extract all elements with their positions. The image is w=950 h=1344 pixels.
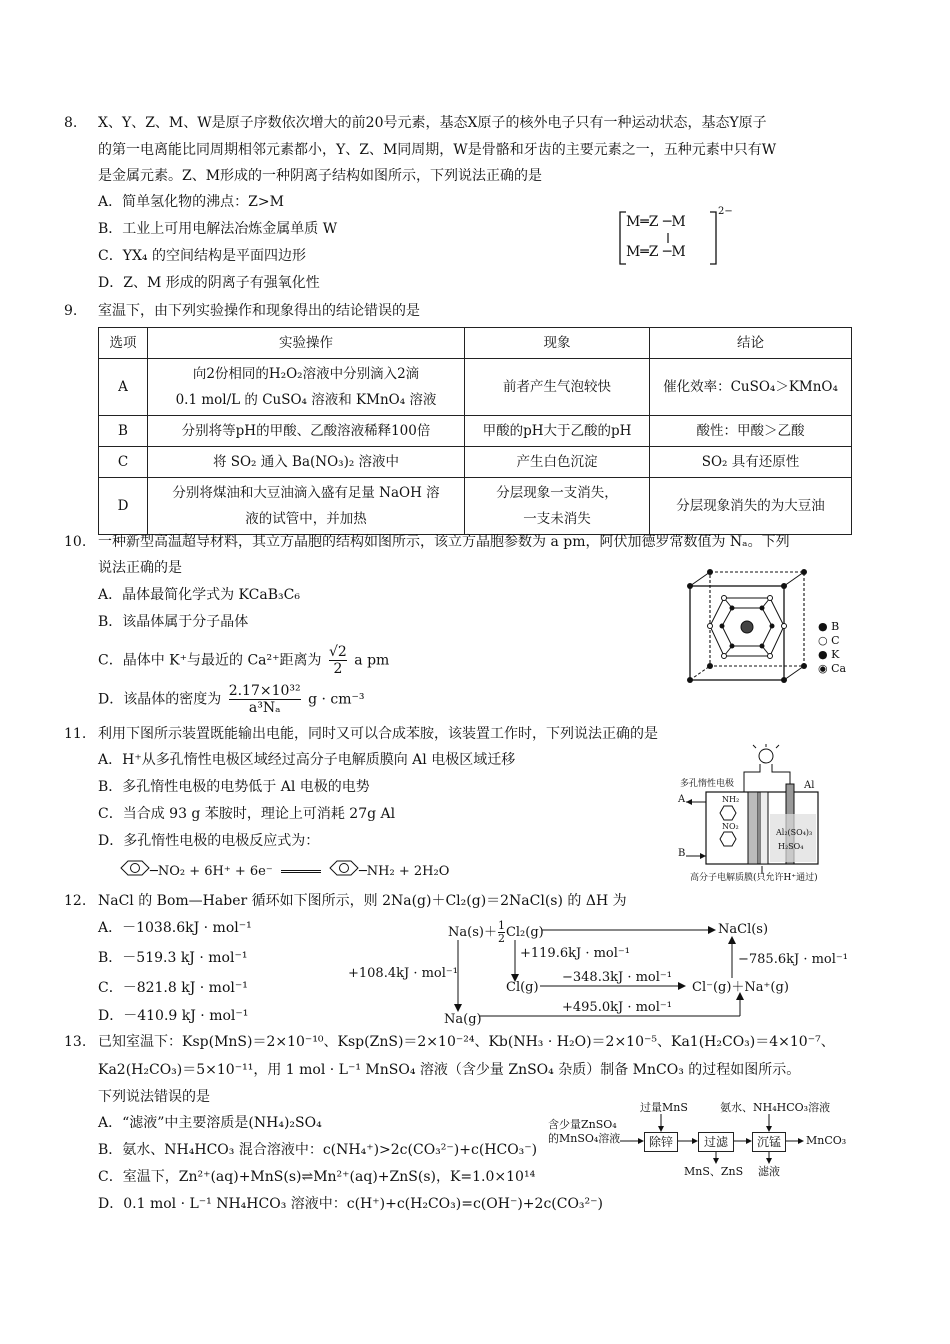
cell-phenomenon: 甲酸的pH大于乙酸的pH — [465, 416, 650, 447]
flow-step-filtration: 过滤 — [698, 1132, 734, 1152]
q13-option-d: D．0.1 mol · L⁻¹ NH₄HCO₃ 溶液中：c(H⁺)+c(H₂CO₃)=c(OH⁻)+2c(CO₃²⁻) — [98, 1196, 604, 1212]
q8-stem-line1: 8. X、Y、Z、M、W是原子序数依次增大的前20号元素，基态X原子的核外电子只有一种运动状态，基态Y原子 — [64, 115, 767, 131]
fig-membrane-caption: 高分子电解质膜(只允许H⁺通过) — [690, 873, 818, 883]
q8-option-a: A．简单氢化物的沸点：Z>M — [98, 194, 284, 210]
cycle-cl-g: Cl(g) — [506, 980, 539, 995]
cell-phenomenon: 产生白色沉淀 — [465, 447, 650, 478]
cycle-ions-g: Cl⁻(g)＋Na⁺(g) — [692, 980, 789, 995]
col-header-conclusion: 结论 — [650, 328, 852, 359]
q8-anion-structure — [618, 206, 738, 268]
q8-stem-line2: 的第一电离能比同周期相邻元素都小，Y、Z、M同周期，W是骨骼和牙齿的主要元素之一，五种元素中只有W — [98, 142, 777, 158]
electrolysis-cell-drawing — [666, 744, 850, 886]
q10-crystal-cell-figure — [684, 568, 864, 690]
benzene-icon — [329, 858, 359, 885]
table-header-row — [99, 328, 852, 359]
flow-filtrate: 滤液 — [758, 1165, 780, 1178]
q12-option-c: C．－821.8 kJ · mol⁻¹ — [98, 980, 248, 996]
cell-operation: 向2份相同的H₂O₂溶液中分别滴入2滴 0.1 mol/L 的 CuSO₄ 溶液和 KMnO₄ 溶液 — [148, 359, 465, 416]
fig-no2-label: NO₂ — [722, 822, 739, 831]
cycle-energy-electron-affinity: −348.3kJ · mol⁻¹ — [562, 970, 672, 985]
q8-option-d: D．Z、M 形成的阴离子有强氧化性 — [98, 275, 320, 291]
q10-stem-line2: 说法正确的是 — [98, 560, 182, 576]
cell-option: D — [99, 478, 148, 535]
table-row — [99, 447, 852, 478]
cell-operation: 将 SO₂ 通入 Ba(NO₃)₂ 溶液中 — [148, 447, 465, 478]
flow-output-mnco3: MnCO₃ — [806, 1134, 847, 1147]
cell-conclusion: 催化效率：CuSO₄＞KMnO₄ — [650, 359, 852, 416]
cycle-energy-ionization: +495.0kJ · mol⁻¹ — [562, 1000, 672, 1015]
q13-stem-line1: 13. 已知室温下：Ksp(MnS)＝2×10⁻¹⁰、Ksp(ZnS)＝2×10⁻²⁴、Kb(NH₃ · H₂O)＝2×10⁻⁵、Ka1(H₂CO₃)＝4×10⁻⁷、 — [64, 1034, 835, 1050]
q13-option-a: A．“滤液”中主要溶质是(NH₄)₂SO₄ — [98, 1115, 322, 1131]
q11-electrode-equation: ─NO₂ + 6H⁺ + 6e⁻ ─NH₂ + 2H₂O — [120, 858, 449, 885]
q8-anion-charge: 2− — [718, 206, 733, 217]
benzene-icon — [120, 858, 150, 885]
q10-c-numerator: √2 — [328, 644, 347, 660]
q11-option-b: B．多孔惰性电极的电势低于 Al 电极的电势 — [98, 779, 370, 795]
cycle-energy-lattice: −785.6kJ · mol⁻¹ — [738, 952, 848, 967]
q13-stem-line3: 下列说法错误的是 — [98, 1089, 210, 1105]
crystal-cell-drawing — [684, 568, 814, 690]
q12-number: 12. — [64, 893, 87, 909]
cell-option: C — [99, 447, 148, 478]
flow-add-ammonia: 氨水、NH₄HCO₃溶液 — [720, 1101, 831, 1114]
cycle-energy-atomization-na: +108.4kJ · mol⁻¹ — [348, 966, 458, 981]
cell-option: B — [99, 416, 148, 447]
q8-anion-row2: M═Z ─M — [626, 244, 686, 260]
cell-conclusion: 分层现象消失的为大豆油 — [650, 478, 852, 535]
table-row — [99, 359, 852, 416]
q13-process-flowchart — [544, 1096, 847, 1184]
q12-born-haber-cycle — [340, 914, 850, 1030]
fig-nh2-label: NH₂ — [722, 795, 740, 804]
legend-c: ○ C — [818, 634, 840, 647]
cell-option: A — [99, 359, 148, 416]
cell-phenomenon: 前者产生气泡较快 — [465, 359, 650, 416]
fig-al-label: Al — [804, 780, 815, 791]
q8-option-c: C．YX₄ 的空间结构是平面四边形 — [98, 248, 306, 264]
q12-option-b: B．－519.3 kJ · mol⁻¹ — [98, 950, 248, 966]
cycle-na-g: Na(g) — [444, 1012, 482, 1027]
table-row — [99, 416, 852, 447]
q8-stem-line3: 是金属元素。Z、M形成的一种阴离子结构如图所示，下列说法正确的是 — [98, 168, 543, 184]
col-header-operation: 实验操作 — [148, 328, 465, 359]
legend-ca: ◉ Ca — [818, 662, 847, 675]
q9-number: 9. — [64, 303, 78, 319]
crystal-legend — [818, 620, 846, 676]
q12-option-d: D．－410.9 kJ · mol⁻¹ — [98, 1008, 249, 1024]
col-header-option: 选项 — [99, 328, 148, 359]
flow-add-mns: 过量MnS — [640, 1101, 688, 1114]
q9-experiment-table — [98, 327, 852, 535]
q8-option-b: B．工业上可用电解法冶炼金属单质 W — [98, 221, 338, 237]
flow-step-mn-precipitation: 沉锰 — [752, 1132, 786, 1152]
q10-option-d: D．该晶体的密度为 $\frac{\text{2.17×10³²}}{\text{a³Nₐ}}$ g · cm⁻³ — [98, 683, 365, 716]
flow-step-zinc-removal: 除锌 — [644, 1132, 678, 1152]
q9-stem: 9. 室温下，由下列实验操作和现象得出的结论错误的是 — [64, 303, 420, 319]
flow-residue: MnS、ZnS — [684, 1165, 744, 1178]
fig-al2so43-label: Al₂(SO₄)₃ — [776, 828, 813, 837]
cycle-nacl-s: NaCl(s) — [718, 922, 769, 937]
q10-number: 10. — [64, 534, 87, 550]
q10-option-c: C．晶体中 K⁺与最近的 Ca²⁺距离为 $\frac{√2}{2}$ a pm — [98, 644, 390, 677]
q10-option-a: A．晶体最简化学式为 KCaB₃C₆ — [98, 587, 300, 603]
fig-porous-electrode-label: 多孔惰性电极 — [680, 779, 735, 789]
cell-operation: 分别将煤油和大豆油滴入盛有足量 NaOH 溶 液的试管中，并加热 — [148, 478, 465, 535]
q13-stem-line2: Ka2(H₂CO₃)＝5×10⁻¹¹，用 1 mol · L⁻¹ MnSO₄ 溶液（含少量 ZnSO₄ 杂质）制备 MnCO₃ 的过程如图所示。 — [98, 1062, 801, 1078]
q13-option-b: B．氨水、NH₄HCO₃ 混合溶液中：c(NH₄⁺)>2c(CO₃²⁻)+c(HCO₃⁻) — [98, 1142, 538, 1158]
fig-outlet-b: B — [678, 848, 686, 859]
col-header-phenomenon: 现象 — [465, 328, 650, 359]
q10-option-b: B．该晶体属于分子晶体 — [98, 614, 249, 630]
q11-cell-device-figure — [666, 744, 850, 886]
q10-stem-line1: 10. 一种新型高温超导材料，其立方晶胞的结构如图所示，该立方晶胞参数为 a pm，阿伏加德罗常数值为 Nₐ。下列 — [64, 534, 790, 550]
fig-h2so4-label: H₂SO₄ — [778, 842, 804, 851]
fig-inlet-a: A — [678, 794, 686, 805]
q8-number: 8. — [64, 115, 78, 131]
q10-c-denominator: 2 — [333, 661, 343, 677]
q11-option-a: A．H⁺从多孔惰性电极区域经过高分子电解质膜向 Al 电极区域迁移 — [98, 752, 516, 768]
q11-stem: 11. 利用下图所示装置既能输出电能，同时又可以合成苯胺，该装置工作时，下列说法正确的是 — [64, 726, 658, 742]
cell-phenomenon: 分层现象一支消失， 一支未消失 — [465, 478, 650, 535]
cycle-na-s: Na(s)＋ $\frac{1}{2}$ Cl₂(g) — [448, 919, 544, 945]
q11-option-d: D．多孔惰性电极的电极反应式为： — [98, 833, 320, 849]
legend-b: ● B — [818, 620, 840, 633]
q12-stem: 12. NaCl 的 Bom—Haber 循环如下图所示，则 2Na(g)＋Cl₂(g)＝2NaCl(s) 的 ΔH 为 — [64, 893, 627, 909]
cell-conclusion: SO₂ 具有还原性 — [650, 447, 852, 478]
q10-d-numerator: 2.17×10³² — [228, 683, 301, 699]
cell-operation: 分别将等pH的甲酸、乙酸溶液稀释100倍 — [148, 416, 465, 447]
q13-number: 13. — [64, 1034, 87, 1050]
q11-option-c: C．当合成 93 g 苯胺时，理论上可消耗 27g Al — [98, 806, 396, 822]
cell-conclusion: 酸性：甲酸＞乙酸 — [650, 416, 852, 447]
q10-d-denominator: a³Nₐ — [248, 700, 281, 716]
q13-option-c: C．室温下，Zn²⁺(aq)+MnS(s)⇌Mn²⁺(aq)+ZnS(s)，K=1.0×10¹⁴ — [98, 1169, 536, 1185]
q11-number: 11. — [64, 726, 87, 742]
q8-anion-row1: M═Z ─M — [626, 214, 686, 230]
q12-option-a: A．－1038.6kJ · mol⁻¹ — [98, 920, 252, 936]
legend-k: ● K — [818, 648, 840, 661]
cycle-energy-atomization-cl: +119.6kJ · mol⁻¹ — [520, 946, 630, 961]
table-row — [99, 478, 852, 535]
flow-input-solution: 含少量ZnSO₄ 的MnSO₄溶液 — [548, 1118, 621, 1145]
